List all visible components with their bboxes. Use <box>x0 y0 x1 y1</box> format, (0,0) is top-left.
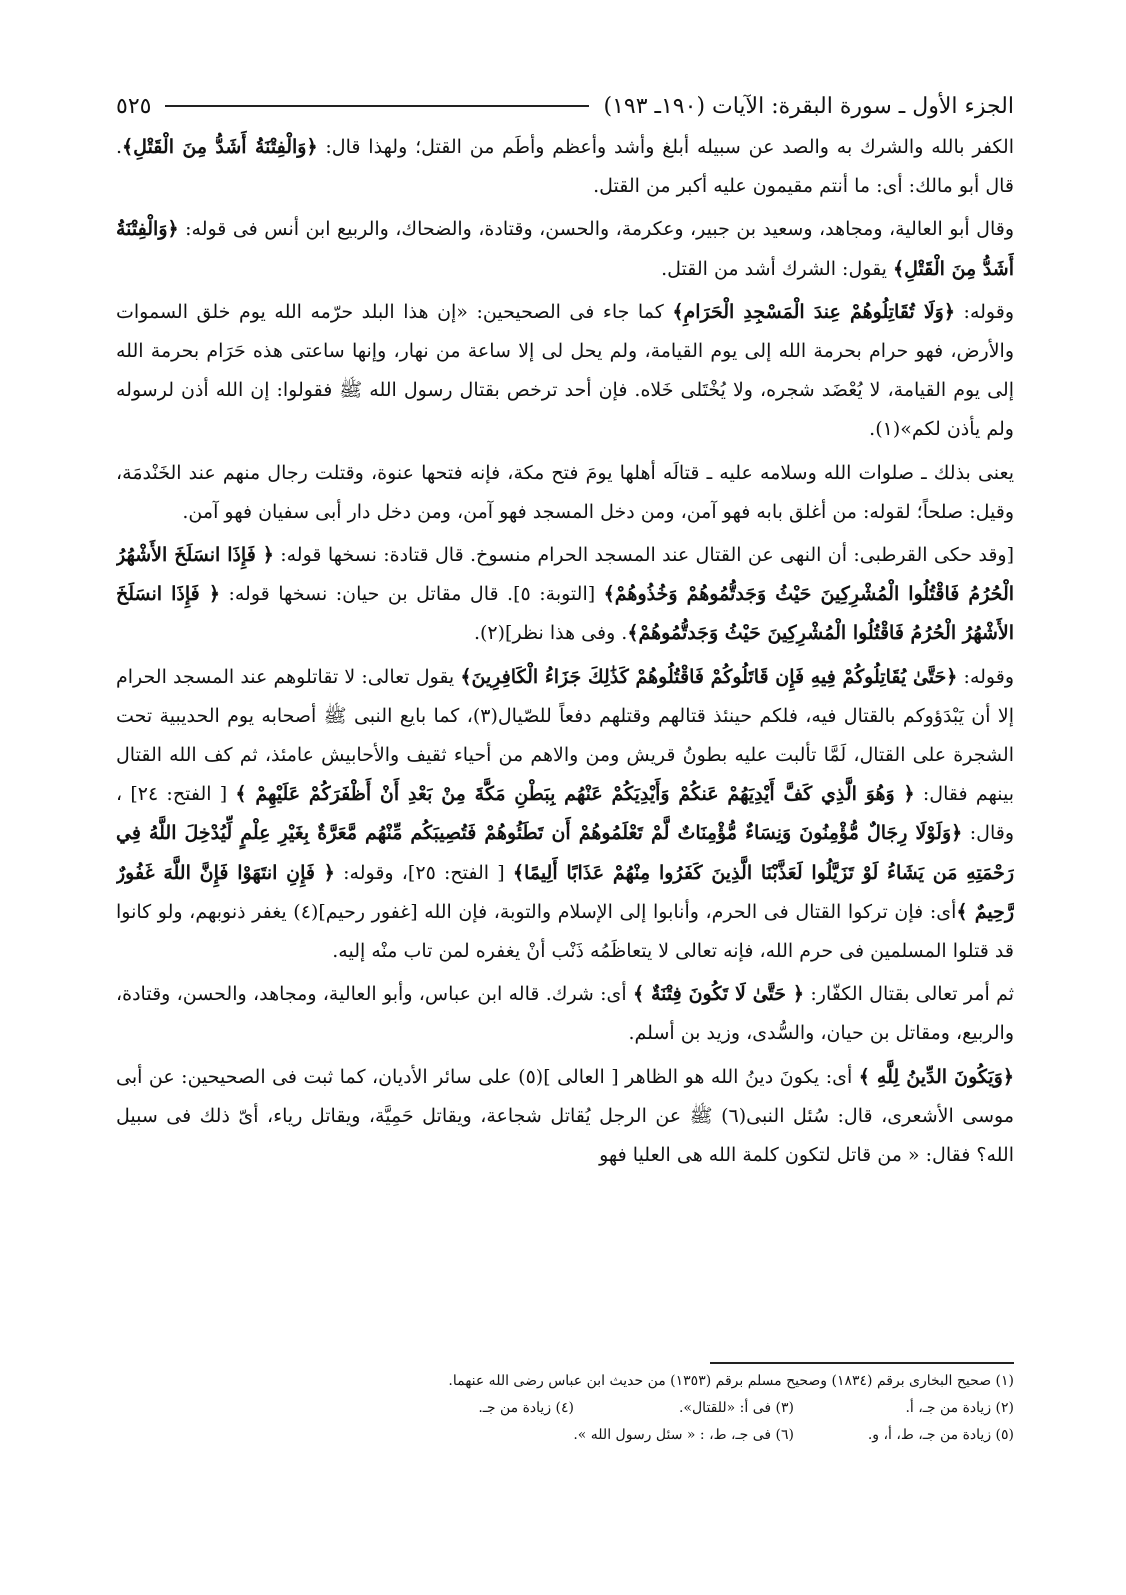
text-segment: الكفر بالله والشرك به والصد عن سبيله أبلغ وأشد وأعظم وأطَم من القتل؛ ولهذا قال: <box>317 136 1014 158</box>
quran-verse: ﴿وَلَا تُقَاتِلُوهُمْ عِندَ الْمَسْجِدِ الْحَرَامِ﴾ <box>672 300 955 323</box>
paragraph <box>116 658 1014 972</box>
quran-verse: ﴿ فَإِذَا انسَلَخَ الأَشْهُرُ الْحُرُمُ فَاقْتُلُوا الْمُشْرِكِينَ حَيْثُ وَجَدتُّمُوهُمْ وَخُذُوهُمْ﴾ <box>116 544 1014 606</box>
footnote-row <box>300 1395 1014 1422</box>
footnote-6: (٦) فى جـ، ط، : « سئل رسول الله ». <box>573 1427 794 1443</box>
paragraph <box>116 454 1014 532</box>
paragraph <box>116 128 1014 206</box>
text-segment: يقول: الشرك أشد من القتل. <box>661 257 894 280</box>
header-rule <box>165 105 589 107</box>
footnote-5: (٥) زيادة من جـ، ط، أ، و. <box>867 1427 1014 1443</box>
paragraph <box>116 293 1014 450</box>
footnote-row <box>300 1422 1014 1449</box>
text-segment: وقوله: <box>955 300 1014 323</box>
quran-verse: ﴿ حَتَّىٰ لَا تَكُونَ فِتْنَةٌ ﴾ <box>632 983 805 1006</box>
footnote-separator <box>710 1362 1014 1364</box>
paragraph <box>116 536 1014 654</box>
text-segment: وقال أبو العالية، ومجاهد، وسعيد بن جبير، وعكرمة، والحسن، وقتادة، والضحاك، والربيع ابن أنس فى قوله: <box>178 218 1014 241</box>
text-segment: أى: يكونَ دينُ الله هو الظاهر [ العالى ](٥) على سائر الأديان، كما ثبت فى الصحيحين: عن أبى موسى الأشعرى، قال: سُئل النبى(٦) ﷺ عن الرجل يُقاتل شجاعة، ويقاتل حَمِيَّة، ويقاتل رياء، أىّ ذلك فى سبيل الله؟ فقال: « من قاتل لتكون كلمة الله هى العليا فهو <box>116 1065 1014 1167</box>
text-segment: أى: شرك. قاله ابن عباس، وأبو العالية، ومجاهد، والحسن، وقتادة، والربيع، ومقاتل بن حيان، والسُّدى، وزيد بن أسلم. <box>116 983 1014 1045</box>
footnote-4: (٤) زيادة من جـ. <box>478 1400 574 1416</box>
text-segment: كما جاء فى الصحيحين: «إن هذا البلد حرّمه الله يوم خلق السموات والأرض، فهو حرام بحرمة الله إلى يوم القيامة، ولم يحل لى إلا ساعة من نهار، وإنها ساعتى هذه حَرَام بحرمة الله إلى يوم القيامة، لا يُعْضَد شجره، ولا يُخْتَلى خَلاه. فإن أحد ترخص بقتال رسول الله ﷺ فقولوا: إن الله أذن لرسوله ولم يأذن لكم»(١). <box>116 300 1014 441</box>
text-segment: . قال أبو مالك: أى: ما أنتم مقيمون عليه أكبر من القتل. <box>116 136 1014 198</box>
footnote-1: (١) صحيح البخارى برقم (١٨٣٤) وصحيح مسلم برقم (١٣٥٣) من حديث ابن عباس رضى الله عنهما. <box>448 1373 1014 1389</box>
page-number: ٥٢٥ <box>116 93 152 119</box>
footnote-2: (٢) زيادة من جـ، أ. <box>905 1400 1014 1416</box>
header-title: الجزء الأول ـ سورة البقرة: الآيات (١٩٠ـ ١٩٣) <box>603 93 1014 119</box>
footnote-row <box>300 1368 1014 1395</box>
quran-verse: ﴿وَلَوْلَا رِجَالٌ مُّؤْمِنُونَ وَنِسَاءٌ مُّؤْمِنَاتٌ لَّمْ تَعْلَمُوهُمْ أَن تَطَئُوهُمْ فَتُصِيبَكُم مِّنْهُم مَّعَرَّةٌ بِغَيْرِ عِلْمٍ لِّيُدْخِلَ اللَّهُ فِي رَحْمَتِهِ مَن يَشَاءُ لَوْ تَزَيَّلُوا لَعَذَّبْنَا الَّذِينَ كَفَرُوا مِنْهُمْ عَذَابًا أَلِيمًا﴾ <box>116 822 1014 884</box>
paragraph <box>116 1058 1014 1176</box>
quran-verse: ﴿ فَإِذَا انسَلَخَ الأَشْهُرُ الْحُرُمُ فَاقْتُلُوا الْمُشْرِكِينَ حَيْثُ وَجَدتُّمُوهُمْ﴾ <box>116 583 1014 645</box>
footnotes <box>300 1368 1014 1449</box>
paragraph <box>116 975 1014 1053</box>
text-segment: وقوله: <box>957 665 1014 688</box>
quran-verse: ﴿ فَإِنِ انتَهَوْا فَإِنَّ اللَّهَ غَفُورٌ رَّحِيمٌ ﴾ <box>116 861 1014 923</box>
text-segment: يقول تعالى: لا تقاتلوهم عند المسجد الحرام إلا أن يَبْدَؤوكم بالقتال فيه، فلكم حينئذ قتالهم وقتلهم دفعاً للصّيال(٣)، كما بايع النبى ﷺ أصحابه يوم الحديبية تحت الشجرة على القتال، لَمَّا تألبت عليه بطونُ قريش ومن والاهم من أحياء ثقيف والأحابيش عامئذ، ثم كف الله القتال بينهم فقال: <box>116 665 1014 806</box>
text-segment: [التوبة: ٥]. قال مقاتل بن حيان: نسخها قوله: <box>219 583 604 606</box>
text-segment: [ الفتح: ٢٤] ، وقال: <box>116 783 1014 845</box>
text-segment: [ الفتح: ٢٥]، وقوله: <box>334 861 513 884</box>
paragraph <box>116 210 1014 288</box>
text-segment: أى: فإن تركوا القتال فى الحرم، وأنابوا إلى الإسلام والتوبة، فإن الله [غفور رحيم](٤) يغفر ذنوبهم، ولو كانوا قد قتلوا المسلمين فى حرم الله، فإنه تعالى لا يتعاظَمُه ذَنْب أنْ يغفره لمن تاب منْه إليه. <box>116 900 1014 963</box>
quran-verse: ﴿وَالْفِتْنَةُ أَشَدُّ مِنَ الْقَتْلِ﴾ <box>116 218 1014 280</box>
quran-verse: ﴿ وَهُوَ الَّذِي كَفَّ أَيْدِيَهُمْ عَنكُمْ وَأَيْدِيَكُمْ عَنْهُم بِبَطْنِ مَكَّةَ مِنْ بَعْدِ أَنْ أَظْفَرَكُمْ عَلَيْهِمْ ﴾ <box>235 783 915 806</box>
footnote-3: (٣) فى أ: «للقتال». <box>678 1400 794 1416</box>
text-segment: . وفى هذا نظر](٢). <box>473 622 628 645</box>
quran-verse: ﴿وَيَكُونَ الدِّينُ لِلَّهِ ﴾ <box>858 1065 1014 1088</box>
quran-verse: ﴿وَالْفِتْنَةُ أَشَدُّ مِنَ الْقَتْلِ﴾ <box>122 136 318 158</box>
text-segment: [وقد حكى القرطبى: أن النهى عن القتال عند المسجد الحرام منسوخ. قال قتادة: نسخها قوله: <box>273 544 1014 567</box>
quran-verse: ﴿حَتَّىٰ يُقَاتِلُوكُمْ فِيهِ فَإِن قَاتَلُوكُمْ فَاقْتُلُوهُمْ كَذَٰلِكَ جَزَاءُ الْكَافِرِينَ﴾ <box>460 665 958 688</box>
main-text <box>116 128 1014 1348</box>
running-header <box>116 88 1014 124</box>
text-segment: ثم أمر تعالى بقتال الكفّار: <box>804 983 1014 1006</box>
text-segment: يعنى بذلك ـ صلوات الله وسلامه عليه ـ قتالَه أهلها يومَ فتح مكة، فإنه فتحها عنوة، وقتلت رجال منهم عند الخَنْدمَة، وقيل: صلحاً؛ لقوله: من أغلق بابه فهو آمن، ومن دخل المسجد فهو آمن، ومن دخل دار أبى سفيان فهو آمن. <box>116 461 1014 523</box>
